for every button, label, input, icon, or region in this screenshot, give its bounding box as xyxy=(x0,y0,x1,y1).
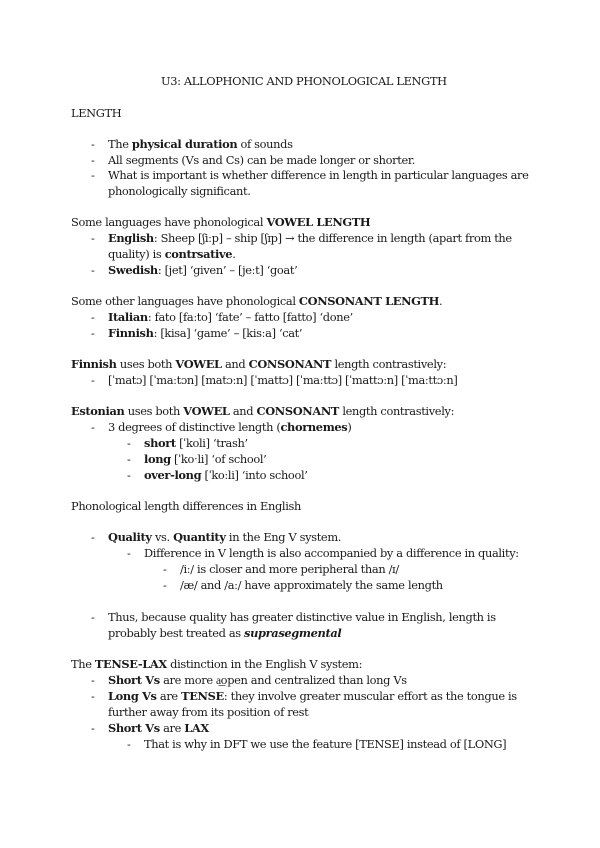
bullet-dash: - xyxy=(91,610,95,624)
bullet-dash: - xyxy=(91,137,95,151)
list-item-short-vs: Short Vs are more a͟open and centralized than long Vs xyxy=(108,673,407,687)
sub-item-short: short [ˈkoli] ‘trash’ xyxy=(144,436,248,450)
sub-item-long: long [ˈkoˑli] ‘of school’ xyxy=(144,452,267,466)
paragraph-consonant-length: Some other languages have phonological CONSONANT LENGTH. xyxy=(71,294,443,308)
bullet-dash: - xyxy=(91,721,95,735)
list-item: All segments (Vs and Cs) can be made longer or shorter. xyxy=(108,153,415,167)
paragraph-finnish: Finnish uses both VOWEL and CONSONANT length contrastively: xyxy=(71,357,447,371)
bullet-dash: - xyxy=(91,168,95,182)
list-item-italian: Italian: fato [faːto] ‘fate’ – fatto [fatto] ‘done’ xyxy=(108,310,353,324)
list-item-finnish: Finnish: [kisa] ‘game’ – [kisːa] ‘cat’ xyxy=(108,326,303,340)
section-heading-english: Phonological length differences in English xyxy=(71,499,301,513)
paragraph-tense-lax: The TENSE-LAX distinction in the English V system: xyxy=(71,657,363,671)
sub-bullet-dash: - xyxy=(127,468,131,482)
bullet-dash: - xyxy=(91,326,95,340)
paragraph-estonian: Estonian uses both VOWEL and CONSONANT length contrastively: xyxy=(71,404,455,418)
section-heading-length: LENGTH xyxy=(71,106,122,120)
list-item-degrees: 3 degrees of distinctive length (chornemes) xyxy=(108,420,352,434)
bullet-dash: - xyxy=(91,373,95,387)
list-item-continuation: probably best treated as suprasegmental xyxy=(108,626,342,640)
bullet-dash: - xyxy=(91,263,95,277)
list-item-continuation: phonologically significant. xyxy=(108,184,251,198)
sub-item-over-long: over-long [ˈkoːli] ‘into school’ xyxy=(144,468,308,482)
list-item-continuation: further away from its position of rest xyxy=(108,705,309,719)
bullet-dash: - xyxy=(91,673,95,687)
page-title: U3: ALLOPHONIC AND PHONOLOGICAL LENGTH xyxy=(161,74,447,88)
sub-item-difference: Difference in V length is also accompanied by a difference in quality: xyxy=(144,546,519,560)
subsub-bullet-dash: - xyxy=(163,578,167,592)
list-item-short-lax: Short Vs are LAX xyxy=(108,721,209,735)
bullet-dash: - xyxy=(91,310,95,324)
paragraph-vowel-length: Some languages have phonological VOWEL LENGTH xyxy=(71,215,371,229)
list-item-finnish-example: [ˈmatɔ] [ˈmaːtɔn] [matɔːn] [ˈmattɔ] [ˈmaːttɔ] [ˈmattɔːn] [ˈmaːttɔːn] xyxy=(108,373,458,387)
list-item-english: English: Sheep [ʃiːp] – ship [ʃɪp] → the difference in length (apart from the xyxy=(108,231,512,245)
subsub-bullet-dash: - xyxy=(163,562,167,576)
sub-bullet-dash: - xyxy=(127,436,131,450)
list-item: What is important is whether difference in length in particular languages are xyxy=(108,168,529,182)
bullet-dash: - xyxy=(91,231,95,245)
bullet-dash: - xyxy=(91,153,95,167)
list-item-quality-quantity: Quality vs. Quantity in the Eng V system. xyxy=(108,530,342,544)
list-item-long-vs: Long Vs are TENSE: they involve greater muscular effort as the tongue is xyxy=(108,689,517,703)
bullet-dash: - xyxy=(91,689,95,703)
sub-bullet-dash: - xyxy=(127,452,131,466)
list-item: The physical duration of sounds xyxy=(108,137,293,151)
bullet-dash: - xyxy=(91,530,95,544)
sub-item-dft: That is why in DFT we use the feature [TENSE] instead of [LONG] xyxy=(144,737,507,751)
list-item-continuation: quality) is contrsative. xyxy=(108,247,236,261)
subsub-item-i: /iː/ is closer and more peripheral than /ɪ/ xyxy=(180,562,399,576)
list-item-swedish: Swedish: [jet] ‘given’ – [jeːt] ‘goat’ xyxy=(108,263,298,277)
subsub-item-ae: /æ/ and /aː/ have approximately the same length xyxy=(180,578,443,592)
bullet-dash: - xyxy=(91,420,95,434)
list-item-thus: Thus, because quality has greater distinctive value in English, length is xyxy=(108,610,496,624)
sub-bullet-dash: - xyxy=(127,546,131,560)
sub-bullet-dash: - xyxy=(127,737,131,751)
